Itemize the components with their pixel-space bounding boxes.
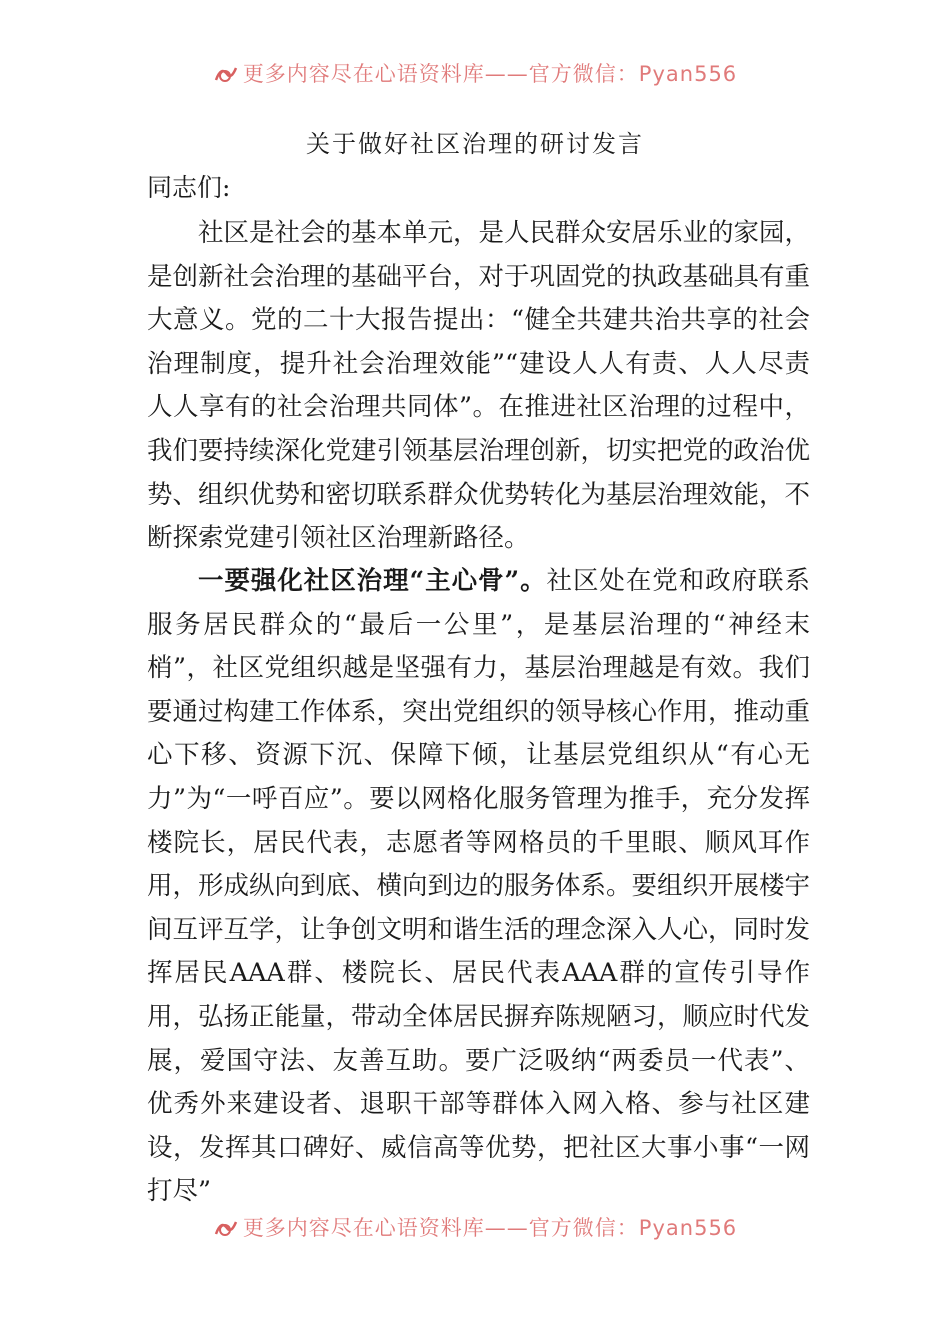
paragraph-point-one — [147, 560, 810, 1214]
paragraph-point-one-heading: 一要强化社区治理“主心骨”。 — [198, 566, 547, 596]
watermark-logo-icon — [213, 1218, 239, 1238]
footer-watermark-text: 更多内容尽在心语资料库——官方微信：Pyan556 — [242, 1216, 738, 1240]
footer-watermark — [0, 1206, 950, 1240]
header-watermark-text: 更多内容尽在心语资料库——官方微信：Pyan556 — [242, 62, 738, 86]
paragraph-intro: 社区是社会的基本单元，是人民群众安居乐业的家园，是创新社会治理的基础平台，对于巩固党的执政基础具有重大意义。党的二十大报告提出：“健全共建共治共享的社会治理制度，提升社会治理效能”“建设人人有责、人人尽责人人享有的社会治理共同体”。在推进社区治理的过程中，我们要持续深化党建引领基层治理创新，切实把党的政治优势、组织优势和密切联系群众优势转化为基层治理效能，不断探索党建引领社区治理新路径。 — [147, 218, 811, 554]
document-title: 关于做好社区治理的研讨发言 — [306, 130, 644, 158]
paragraph-point-one-body: 社区处在党和政府联系服务居民群众的“最后一公里”，是基层治理的“神经末梢”，社区党组织越是坚强有力，基层治理越是有效。我们要通过构建工作体系，突出党组织的领导核心作用，推动重心下移、资源下沉、保障下倾，让基层党组织从“有心无力”为“一呼百应”。要以网格化服务管理为推手，充分发挥楼院长，居民代表，志愿者等网格员的千里眼、顺风耳作用，形成纵向到底、横向到边的服务体系。要组织开展楼宇间互评互学，让争创文明和谐生活的理念深入人心，同时发挥居民AAA群、楼院长、居民代表AAA群的宣传引导作用，弘扬正能量，带动全体居民摒弃陈规陋习，顺应时代发展，爱国守法、友善互助。要广泛吸纳“两委员一代表”、优秀外来建设者、退职干部等群体入网入格、参与社区建设，发挥其口碑好、威信高等优势，把社区大事小事“一网打尽” — [147, 566, 811, 1207]
watermark-logo-icon — [213, 64, 239, 84]
salutation: 同志们: — [147, 173, 231, 202]
header-watermark — [0, 52, 950, 86]
